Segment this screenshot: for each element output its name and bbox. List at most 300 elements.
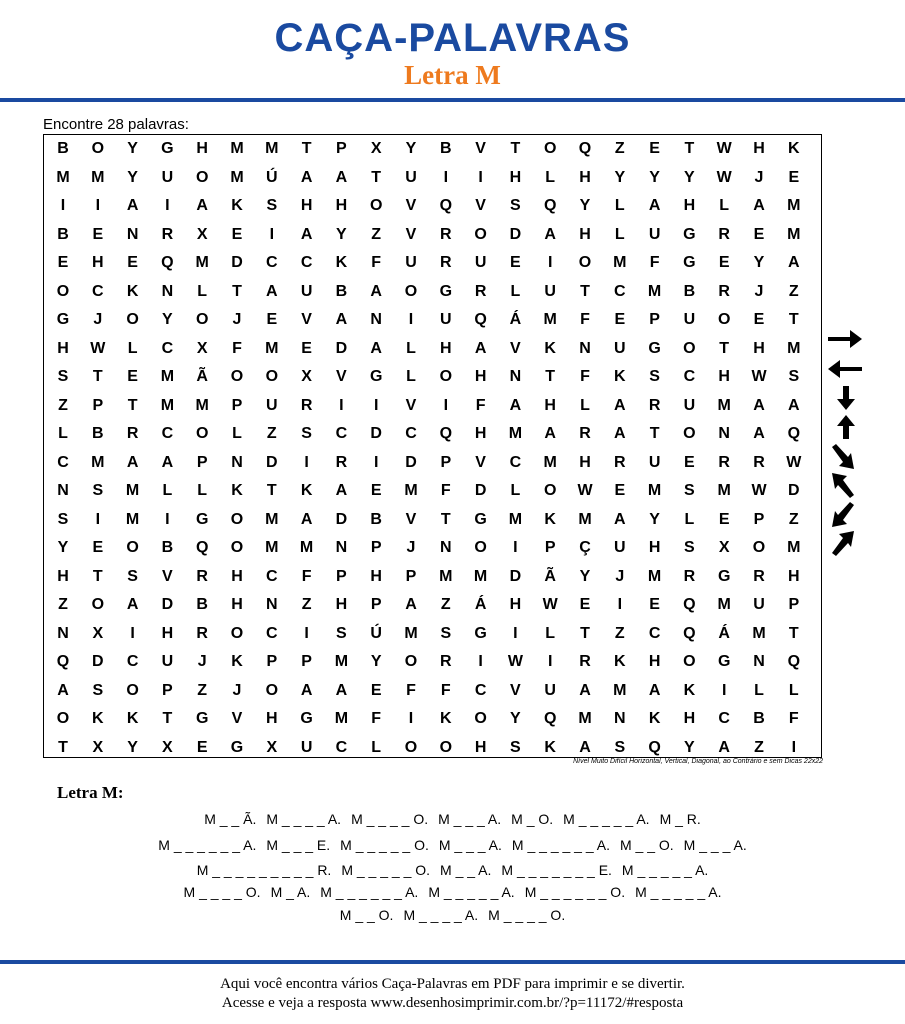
grid-cell: G	[195, 710, 209, 727]
grid-cell: G	[161, 140, 174, 157]
grid-cell: S	[510, 197, 521, 214]
grid-row	[44, 135, 821, 164]
grid-cell: L	[406, 368, 416, 385]
grid-cell: A	[788, 396, 800, 414]
grid-cell: E	[614, 482, 626, 499]
grid-cell: C	[648, 624, 661, 642]
grid-row	[44, 677, 821, 706]
grid-cell: U	[405, 168, 417, 186]
grid-cell: F	[301, 567, 312, 585]
grid-cell: G	[683, 225, 696, 243]
grid-cell: S	[92, 681, 104, 699]
grid-cell: A	[126, 596, 139, 613]
word-clue: M _ _ A.	[440, 862, 492, 878]
grid-cell: V	[162, 567, 173, 585]
grid-cell: J	[615, 567, 625, 585]
grid-cell: L	[406, 339, 416, 357]
grid-cell: P	[370, 596, 382, 613]
grid-cell: H	[92, 254, 104, 271]
grid-cell: C	[614, 282, 626, 300]
grid-cell: E	[196, 738, 208, 756]
grid-cell: T	[649, 425, 660, 442]
grid-cell: P	[649, 311, 660, 328]
grid-cell: X	[718, 539, 730, 556]
grid-cell: P	[370, 539, 382, 556]
grid-cell: X	[92, 624, 104, 642]
grid-cell: R	[474, 282, 487, 300]
grid-cell: E	[266, 311, 278, 328]
grid-cell: G	[439, 282, 453, 300]
grid-cell: B	[161, 539, 174, 556]
grid-cell: R	[161, 225, 174, 243]
grid-cell: H	[57, 339, 69, 357]
grid-cell: R	[579, 425, 591, 442]
grid-cell: R	[614, 453, 626, 471]
grid-cell: U	[753, 596, 765, 613]
word-clue: M _ _ _ _ _ A.	[563, 811, 650, 827]
grid-cell: Q	[683, 596, 696, 613]
grid-cell: L	[127, 339, 138, 357]
grid-cell: E	[231, 225, 243, 243]
grid-row	[44, 278, 821, 307]
grid-cell: M	[91, 168, 105, 186]
grid-cell: R	[440, 653, 452, 670]
arrow-up-icon	[826, 414, 864, 440]
grid-cell: C	[335, 738, 348, 756]
grid-cell: A	[579, 738, 591, 756]
grid-cell: E	[370, 681, 382, 699]
grid-cell: M	[299, 539, 314, 556]
grid-cell: C	[92, 282, 104, 300]
word-clue: M _ _ _ _ O.	[351, 811, 429, 827]
grid-cell: C	[161, 339, 174, 357]
grid-cell: Z	[371, 225, 382, 243]
word-list-line	[0, 862, 905, 878]
grid-row	[44, 363, 821, 392]
grid-cell: I	[165, 510, 170, 528]
grid-cell: H	[544, 396, 556, 414]
grid-cell: C	[126, 653, 139, 670]
grid-cell: I	[130, 624, 135, 642]
grid-cell: V	[405, 510, 417, 528]
grid-cell: E	[614, 311, 626, 328]
arrow-down-left-icon	[826, 502, 864, 528]
grid-cell: Q	[474, 311, 487, 328]
grid-cell: A	[753, 425, 765, 442]
grid-cell: P	[162, 681, 173, 699]
grid-cell: I	[373, 396, 379, 414]
grid-cell: O	[543, 140, 557, 157]
grid-cell: Z	[754, 738, 764, 756]
puzzle-instruction: Encontre 28 palavras:	[43, 116, 189, 133]
grid-cell: H	[753, 339, 765, 357]
grid-cell: A	[718, 738, 730, 756]
grid-cell: L	[510, 282, 521, 300]
grid-cell: L	[162, 482, 173, 499]
grid-cell: K	[614, 368, 626, 385]
grid-cell: A	[300, 510, 313, 528]
grid-cell: C	[335, 425, 348, 442]
grid-cell: R	[440, 254, 452, 271]
grid-cell: A	[614, 425, 626, 442]
grid-cell: V	[510, 339, 521, 357]
page-subtitle: Letra M	[404, 60, 501, 90]
grid-cell: N	[370, 311, 382, 328]
grid-cell: M	[195, 396, 209, 414]
grid-cell: O	[543, 482, 557, 499]
grid-cell: A	[266, 282, 278, 300]
grid-cell: A	[614, 396, 626, 414]
grid-cell: Y	[510, 710, 521, 727]
grid-cell: F	[371, 710, 382, 727]
grid-cell: A	[648, 681, 661, 699]
grid-cell: W	[542, 596, 558, 613]
grid-cell: G	[474, 510, 487, 528]
grid-cell: U	[474, 254, 487, 271]
grid-cell: I	[304, 624, 309, 642]
grid-cell: Z	[788, 510, 799, 528]
grid-cell: O	[474, 710, 487, 727]
grid-cell: Q	[648, 738, 661, 756]
grid-cell: I	[373, 453, 379, 471]
grid-cell: K	[126, 282, 139, 300]
grid-cell: E	[753, 311, 765, 328]
grid-cell: X	[162, 738, 173, 756]
grid-cell: L	[545, 168, 556, 186]
grid-cell: Y	[405, 140, 417, 157]
grid-cell: A	[544, 225, 556, 243]
grid-cell: Y	[127, 140, 138, 157]
grid-row	[44, 392, 821, 421]
word-clue: M _ _ _ _ _ _ A.	[320, 884, 419, 900]
grid-cell: L	[754, 681, 764, 699]
grid-cell: Q	[787, 653, 801, 670]
grid-cell: U	[544, 681, 556, 699]
grid-cell: D	[788, 482, 800, 499]
grid-cell: I	[513, 624, 518, 642]
grid-cell: E	[718, 254, 730, 271]
grid-row	[44, 534, 821, 563]
grid-cell: R	[753, 567, 765, 585]
grid-cell: D	[370, 425, 382, 442]
grid-cell: M	[578, 710, 592, 727]
grid-cell: H	[648, 539, 661, 556]
grid-cell: C	[266, 254, 278, 271]
grid-cell: F	[649, 254, 660, 271]
grid-cell: H	[161, 624, 174, 642]
grid-cell: A	[370, 282, 382, 300]
grid-cell: Q	[543, 710, 557, 727]
grid-cell: O	[126, 311, 139, 328]
grid-cell: Z	[197, 681, 208, 699]
grid-cell: O	[404, 653, 418, 670]
grid-cell: O	[474, 539, 487, 556]
grid-cell: E	[788, 168, 800, 186]
grid-cell: Q	[543, 197, 557, 214]
grid-cell: M	[195, 254, 209, 271]
grid-cell: F	[371, 254, 382, 271]
grid-cell: R	[335, 453, 348, 471]
grid-cell: Ú	[370, 624, 382, 642]
grid-cell: F	[475, 396, 486, 414]
grid-cell: G	[56, 311, 70, 328]
grid-cell: D	[405, 453, 417, 471]
grid-cell: D	[266, 453, 278, 471]
grid-cell: K	[92, 710, 104, 727]
grid-cell: E	[649, 140, 660, 157]
grid-cell: F	[788, 710, 799, 727]
grid-cell: F	[232, 339, 242, 357]
header-divider	[0, 98, 905, 102]
grid-row	[44, 164, 821, 193]
grid-cell: E	[127, 254, 138, 271]
grid-cell: Y	[579, 567, 591, 585]
word-clue: M _ _ _ _ _ _ A.	[511, 837, 610, 853]
word-clue: M _ _ _ _ A.	[403, 907, 479, 923]
grid-cell: Y	[614, 168, 626, 186]
grid-cell: R	[718, 225, 730, 243]
grid-cell: J	[93, 311, 103, 328]
grid-cell: I	[165, 197, 170, 214]
grid-cell: M	[439, 567, 453, 585]
grid-cell: N	[126, 225, 139, 243]
grid-cell: U	[266, 396, 278, 414]
grid-cell: M	[334, 710, 349, 727]
grid-cell: K	[614, 653, 626, 670]
word-clue: M _ _ _ E.	[266, 837, 331, 853]
footer-divider	[0, 960, 905, 964]
grid-cell: N	[509, 368, 522, 385]
grid-cell: K	[544, 339, 556, 357]
grid-cell: M	[473, 567, 488, 585]
grid-cell: H	[335, 197, 348, 214]
grid-row	[44, 563, 821, 592]
word-list-line	[0, 811, 905, 827]
grid-cell: O	[369, 197, 383, 214]
grid-cell: A	[753, 396, 765, 414]
grid-cell: C	[718, 710, 730, 727]
grid-cell: O	[126, 681, 139, 699]
word-clue: M _ R.	[659, 811, 701, 827]
grid-cell: N	[753, 653, 765, 670]
grid-cell: B	[57, 225, 69, 243]
grid-cell: Q	[56, 653, 70, 670]
grid-cell: V	[405, 225, 417, 243]
grid-cell: H	[335, 596, 348, 613]
grid-cell: M	[125, 482, 140, 499]
grid-row	[44, 420, 821, 449]
word-clue: M _ _ _ _ A.	[266, 811, 342, 827]
grid-cell: I	[269, 225, 275, 243]
grid-cell: L	[614, 225, 625, 243]
grid-cell: G	[300, 710, 313, 727]
grid-cell: T	[92, 368, 103, 385]
grid-cell: U	[161, 653, 174, 670]
grid-cell: V	[510, 681, 521, 699]
grid-cell: Z	[58, 396, 68, 414]
grid-cell: M	[160, 396, 175, 414]
grid-cell: P	[753, 510, 765, 528]
grid-cell: M	[265, 510, 279, 528]
grid-cell: D	[335, 510, 348, 528]
grid-cell: A	[648, 197, 661, 214]
grid-cell: H	[196, 140, 208, 157]
grid-cell: E	[649, 596, 660, 613]
grid-cell: A	[335, 168, 348, 186]
grid-cell: M	[752, 624, 766, 642]
grid-cell: X	[196, 225, 208, 243]
grid-cell: G	[195, 510, 209, 528]
grid-cell: L	[232, 425, 242, 442]
grid-cell: I	[95, 510, 101, 528]
arrow-down-icon	[826, 385, 864, 411]
grid-cell: P	[266, 653, 278, 670]
grid-cell: X	[92, 738, 104, 756]
grid-cell: Y	[579, 197, 591, 214]
grid-cell: P	[788, 596, 800, 613]
grid-cell: U	[614, 539, 626, 556]
grid-cell: Z	[614, 140, 625, 157]
grid-cell: U	[683, 396, 696, 414]
grid-cell: N	[57, 624, 69, 642]
grid-cell: A	[509, 396, 522, 414]
grid-cell: W	[507, 653, 523, 670]
grid-cell: M	[787, 225, 801, 243]
grid-cell: O	[683, 425, 696, 442]
grid-cell: D	[509, 225, 522, 243]
grid-cell: P	[336, 567, 347, 585]
grid-cell: M	[647, 567, 662, 585]
grid-cell: M	[647, 482, 662, 499]
grid-cell: K	[683, 681, 696, 699]
grid-cell: O	[265, 681, 279, 699]
grid-cell: O	[439, 738, 453, 756]
grid-cell: L	[545, 624, 556, 642]
grid-cell: N	[231, 453, 243, 471]
grid-cell: W	[751, 368, 767, 385]
grid-row	[44, 249, 821, 278]
word-search-grid	[43, 134, 822, 758]
grid-cell: N	[57, 482, 69, 499]
word-clue: M _ _ _ A.	[683, 837, 747, 853]
grid-cell: M	[787, 339, 801, 357]
grid-cell: A	[300, 168, 313, 186]
grid-cell: Á	[509, 311, 522, 328]
grid-cell: M	[125, 510, 140, 528]
grid-cell: O	[230, 624, 244, 642]
grid-cell: J	[754, 282, 764, 300]
word-clue: M _ _ _ _ O.	[183, 884, 261, 900]
grid-cell: O	[717, 311, 731, 328]
grid-cell: O	[91, 596, 105, 613]
grid-cell: A	[335, 681, 348, 699]
grid-cell: I	[304, 453, 309, 471]
grid-cell: K	[440, 710, 452, 727]
grid-cell: N	[440, 539, 452, 556]
grid-cell: R	[126, 425, 139, 442]
grid-cell: Z	[788, 282, 799, 300]
grid-cell: A	[788, 254, 800, 271]
grid-cell: C	[474, 681, 487, 699]
grid-cell: L	[580, 396, 590, 414]
grid-cell: O	[752, 539, 766, 556]
grid-cell: M	[647, 282, 662, 300]
grid-cell: N	[718, 425, 730, 442]
word-clue: M _ _ _ A.	[438, 811, 502, 827]
grid-cell: H	[683, 197, 696, 214]
grid-cell: E	[718, 510, 730, 528]
grid-cell: M	[717, 396, 731, 414]
grid-cell: A	[335, 482, 348, 499]
grid-cell: H	[231, 596, 243, 613]
grid-cell: T	[92, 567, 103, 585]
grid-cell: N	[335, 539, 348, 556]
grid-cell: H	[718, 368, 730, 385]
grid-row	[44, 506, 821, 535]
grid-cell: H	[57, 567, 69, 585]
difficulty-note: Nível Muito Difícil Horizontal, Vertical, Diagonal, ao Contrário e sem Dicas 22x22	[573, 758, 823, 765]
word-clue: M _ _ _ _ _ O.	[341, 862, 431, 878]
grid-cell: R	[196, 567, 208, 585]
grid-cell: I	[721, 681, 727, 699]
grid-cell: S	[336, 624, 347, 642]
grid-cell: U	[614, 339, 626, 357]
grid-cell: T	[788, 311, 799, 328]
grid-cell: G	[683, 254, 696, 271]
grid-cell: T	[545, 368, 556, 385]
grid-cell: Y	[370, 653, 382, 670]
grid-cell: W	[716, 140, 732, 157]
grid-cell: C	[266, 567, 278, 585]
grid-cell: O	[230, 539, 244, 556]
word-clue: M _ _ _ A.	[438, 837, 502, 853]
grid-cell: T	[580, 282, 590, 300]
grid-cell: T	[719, 339, 730, 357]
grid-cell: Á	[718, 624, 730, 642]
grid-cell: J	[232, 311, 242, 328]
grid-cell: V	[475, 197, 486, 214]
grid-cell: M	[717, 482, 731, 499]
grid-cell: B	[335, 282, 348, 300]
grid-cell: N	[266, 596, 278, 613]
grid-row	[44, 591, 821, 620]
grid-cell: T	[232, 282, 242, 300]
grid-cell: Y	[162, 311, 173, 328]
grid-cell: B	[92, 425, 104, 442]
grid-cell: K	[544, 738, 556, 756]
word-list-line	[0, 837, 905, 853]
grid-cell: V	[405, 197, 417, 214]
grid-cell: T	[440, 510, 451, 528]
grid-cell: O	[683, 339, 696, 357]
grid-cell: H	[474, 738, 487, 756]
grid-cell: A	[474, 339, 487, 357]
grid-cell: M	[543, 311, 557, 328]
grid-cell: Q	[439, 197, 453, 214]
grid-cell: L	[58, 425, 68, 442]
grid-cell: Y	[684, 738, 695, 756]
grid-cell: H	[231, 567, 243, 585]
grid-cell: C	[57, 453, 69, 471]
grid-cell: X	[301, 368, 312, 385]
grid-cell: N	[579, 339, 591, 357]
grid-cell: H	[474, 425, 487, 442]
grid-cell: D	[509, 567, 522, 585]
grid-cell: R	[300, 396, 313, 414]
grid-cell: D	[161, 596, 174, 613]
word-list-line	[0, 884, 905, 900]
grid-cell: T	[127, 396, 138, 414]
